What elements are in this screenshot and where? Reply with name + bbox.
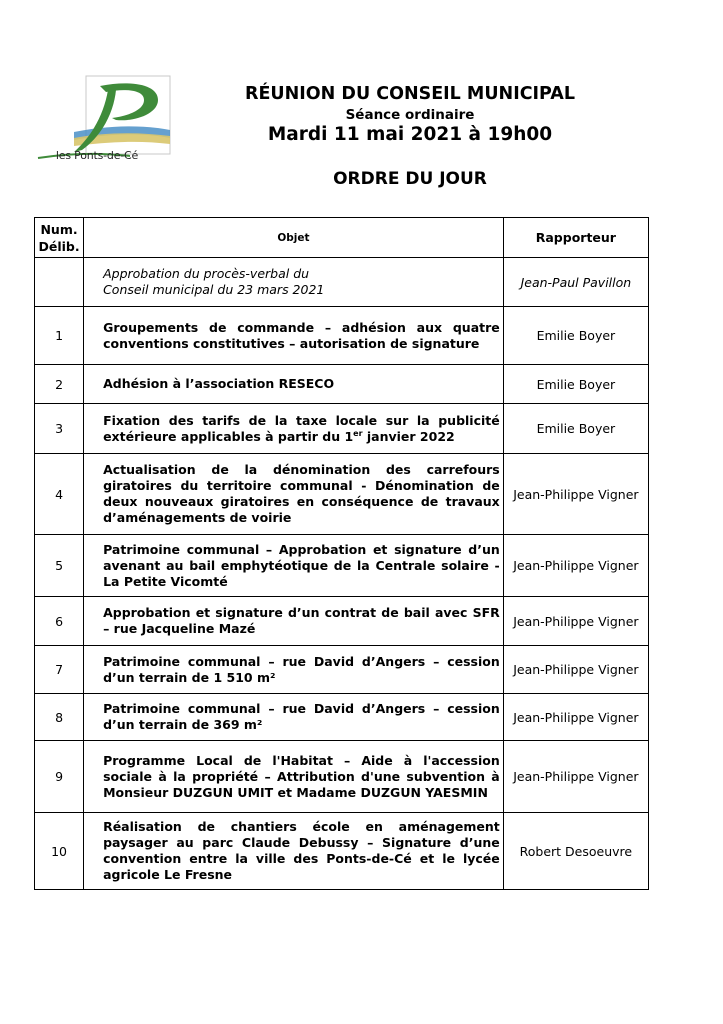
row-objet: Patrimoine communal – rue David d’Angers – cession d’un terrain de 369 m²: [84, 694, 504, 741]
document-title: RÉUNION DU CONSEIL MUNICIPAL: [245, 84, 575, 104]
row-num: 8: [35, 694, 84, 741]
row-objet: Approbation du procès-verbal du Conseil municipal du 23 mars 2021: [84, 258, 504, 307]
row-num: 2: [35, 365, 84, 404]
session-type: Séance ordinaire: [345, 107, 475, 123]
row-rapporteur: Emilie Boyer: [503, 365, 648, 404]
row-rapporteur: Emilie Boyer: [503, 404, 648, 454]
row-num: 5: [35, 535, 84, 597]
row-num: 6: [35, 597, 84, 646]
row-objet: Patrimoine communal – Approbation et signature d’un avenant au bail emphytéotique de la Centrale solaire - La Petite Vicomté: [84, 535, 504, 597]
meeting-date: Mardi 11 mai 2021 à 19h00: [267, 124, 553, 145]
table-row: [35, 404, 649, 454]
row-num: 3: [35, 404, 84, 454]
row-rapporteur: Jean-Paul Pavillon: [503, 258, 648, 307]
row-num: 10: [35, 813, 84, 890]
row-num: 7: [35, 646, 84, 694]
agenda-table: [34, 217, 649, 890]
row-rapporteur: Jean-Philippe Vigner: [503, 454, 648, 535]
agenda-heading: ORDRE DU JOUR: [333, 169, 487, 189]
table-row: [35, 813, 649, 890]
table-row: [35, 307, 649, 365]
logo-caption: les Ponts-de-Cé: [55, 149, 139, 162]
table-row: [35, 258, 649, 307]
header-num: Num. Délib.: [35, 218, 84, 258]
row-rapporteur: Jean-Philippe Vigner: [503, 694, 648, 741]
table-row: [35, 597, 649, 646]
row-num: [35, 258, 84, 307]
table-row: [35, 454, 649, 535]
table-row: [35, 365, 649, 404]
row-objet: Programme Local de l'Habitat – Aide à l'accession sociale à la propriété – Attribution d'une subvention à Monsieur DUZGUN UMIT et Madame DUZGUN YAESMIN: [84, 741, 504, 813]
table-row: [35, 694, 649, 741]
row-rapporteur: Jean-Philippe Vigner: [503, 535, 648, 597]
row-num: 9: [35, 741, 84, 813]
row-objet: Actualisation de la dénomination des carrefours giratoires du territoire communal - Dénomination de deux nouveaux giratoires en conséquence de travaux d’aménagements de voirie: [84, 454, 504, 535]
table-row: [35, 741, 649, 813]
table-row: [35, 535, 649, 597]
row-num: 1: [35, 307, 84, 365]
row-rapporteur: Jean-Philippe Vigner: [503, 646, 648, 694]
row-objet: Fixation des tarifs de la taxe locale sur la publicité extérieure applicables à partir du 1er janvier 2022: [84, 404, 504, 454]
row-rapporteur: Jean-Philippe Vigner: [503, 597, 648, 646]
row-rapporteur: Emilie Boyer: [503, 307, 648, 365]
row-objet: Patrimoine communal – rue David d’Angers – cession d’un terrain de 1 510 m²: [84, 646, 504, 694]
row-objet: Approbation et signature d’un contrat de bail avec SFR – rue Jacqueline Mazé: [84, 597, 504, 646]
row-rapporteur: Jean-Philippe Vigner: [503, 741, 648, 813]
row-objet: Réalisation de chantiers école en aménagement paysager au parc Claude Debussy – Signature d’une convention entre la ville des Ponts-de-Cé et le lycée agricole Le Fresne: [84, 813, 504, 890]
header-rapporteur: Rapporteur: [503, 218, 648, 258]
row-num: 4: [35, 454, 84, 535]
row-objet: Adhésion à l’association RESECO: [84, 365, 504, 404]
row-rapporteur: Robert Desoeuvre: [503, 813, 648, 890]
header-objet: Objet: [84, 218, 504, 258]
table-row: [35, 646, 649, 694]
table-header-row: [35, 218, 649, 258]
row-objet: Groupements de commande – adhésion aux quatre conventions constitutives – autorisation de signature: [84, 307, 504, 365]
